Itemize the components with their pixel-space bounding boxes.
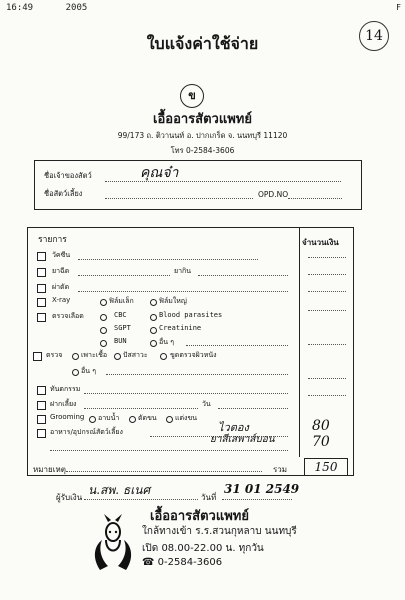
amount-line <box>308 274 346 275</box>
item-film-small: ฟิล์มเล็ก <box>109 297 134 305</box>
item-culture: เพาะเชื้อ <box>81 351 108 359</box>
amount-line <box>308 378 346 379</box>
item-exam: ตรวจ <box>46 351 63 359</box>
item-dip: แต่งขน <box>175 414 198 422</box>
total-label: รวม <box>273 465 288 474</box>
items-header: รายการ <box>38 235 67 245</box>
item-bath: อาบน้ำ <box>98 414 120 422</box>
pet-label: ชื่อสัตว์เลี้ยง <box>44 189 83 198</box>
receipt-date: 31 01 2549 <box>224 482 300 496</box>
item-line <box>84 393 288 394</box>
owner-value: คุณจ๋า <box>140 165 179 181</box>
item-line <box>78 259 258 260</box>
radio-cbc[interactable] <box>100 314 107 321</box>
amount-line <box>308 310 346 311</box>
opd-label: OPD.NO <box>258 190 289 199</box>
fax-year: 2005 <box>65 3 88 13</box>
footer-phone-row <box>142 557 222 568</box>
receiver-label: ผู้รับเงิน <box>56 493 83 502</box>
item-days: วัน <box>202 400 211 408</box>
checkbox-grooming[interactable] <box>37 415 46 424</box>
radio-creatinine[interactable] <box>150 327 157 334</box>
handwritten-amount-2: 70 <box>312 434 330 450</box>
owner-info-box <box>34 160 362 210</box>
item-bun: BUN <box>114 337 127 345</box>
item-vaccine: วัคซีน <box>52 251 71 259</box>
item-grooming: Grooming <box>50 413 85 421</box>
item-other: อื่น ๆ <box>81 367 96 375</box>
handwritten-item-2: ยาสีเสพาส์บอน <box>210 434 275 445</box>
amount-line <box>308 291 346 292</box>
opd-line <box>288 198 342 199</box>
receiver-name: น.สพ. ธเนศ <box>88 483 151 497</box>
radio-urine[interactable] <box>114 353 121 360</box>
owner-label: ชื่อเจ้าของสัตว์ <box>44 171 92 180</box>
item-oral-drug: ยากิน <box>174 267 192 275</box>
clinic-seal-icon: ข <box>180 84 204 108</box>
checkbox-dental[interactable] <box>37 386 46 395</box>
radio-clip[interactable] <box>129 416 136 423</box>
radio-sgpt[interactable] <box>100 327 107 334</box>
radio-bath[interactable] <box>89 416 96 423</box>
item-xray: X-ray <box>52 296 71 304</box>
item-line <box>186 345 288 346</box>
checkbox-boarding[interactable] <box>37 401 46 410</box>
fax-time: 16:49 <box>6 3 34 13</box>
radio-bun[interactable] <box>100 340 107 347</box>
total-value: 150 <box>304 458 348 476</box>
date-label: วันที่ <box>201 493 217 502</box>
clinic-name: เอื้ออารสัตวแพทย์ <box>153 112 252 127</box>
date-line <box>222 499 292 500</box>
item-line <box>78 291 288 292</box>
item-line <box>106 374 288 375</box>
clinic-phone: โทร 0-2584-3606 <box>170 146 235 155</box>
item-clip: ตัดขน <box>138 414 157 422</box>
checkbox-vaccine[interactable] <box>37 252 46 261</box>
item-line <box>198 275 288 276</box>
radio-blood-parasites[interactable] <box>150 314 157 321</box>
fax-timestamp <box>6 3 87 13</box>
amount-line <box>308 344 346 345</box>
remarks-label: หมายเหตุ <box>33 465 66 474</box>
radio-film-large[interactable] <box>150 299 157 306</box>
item-cbc: CBC <box>114 311 127 319</box>
clinic-hands-logo-icon <box>88 510 138 576</box>
checkbox-surgery[interactable] <box>37 284 46 293</box>
radio-other-short[interactable] <box>150 340 157 347</box>
amount-header: จำนวนเงิน <box>302 238 339 247</box>
footer-location: ใกล้ทางเข้า ร.ร.สวนกุหลาบ นนทบุรี <box>142 526 297 537</box>
radio-dip[interactable] <box>166 416 173 423</box>
amount-line <box>308 395 346 396</box>
radio-other[interactable] <box>72 369 79 376</box>
item-skin-scrape: ขูดตรวจผิวหนัง <box>170 351 217 359</box>
handwritten-amount-1: 80 <box>312 418 330 434</box>
item-urine: ปัสสาวะ <box>123 351 148 359</box>
item-film-large: ฟิล์มใหญ่ <box>159 297 187 305</box>
footer-clinic-name: เอื้ออารสัตวแพทย์ <box>150 509 249 524</box>
item-drug: ยาฉีด <box>52 267 70 275</box>
item-line <box>50 450 288 451</box>
item-blood-parasites: Blood parasites <box>159 311 223 319</box>
handwritten-item-1: ไวตอง <box>218 421 249 434</box>
remarks-line <box>66 471 262 472</box>
radio-film-small[interactable] <box>100 299 107 306</box>
item-supplies: อาหาร/อุปกรณ์สัตว์เลี้ยง <box>50 428 123 436</box>
item-line <box>84 408 198 409</box>
document-title: ใบแจ้งค่าใช้จ่าย <box>146 34 259 53</box>
radio-culture[interactable] <box>72 353 79 360</box>
item-line <box>218 408 288 409</box>
item-other-short: อื่น ๆ <box>159 338 174 346</box>
pet-line <box>105 198 253 199</box>
item-blood: ตรวจเลือด <box>52 312 84 320</box>
page-number-circle: 14 <box>359 21 389 51</box>
item-sgpt: SGPT <box>114 324 131 332</box>
checkbox-exam[interactable] <box>33 352 42 361</box>
item-surgery: ผ่าตัด <box>52 283 70 291</box>
corner-mark: F <box>396 3 401 12</box>
footer-phone: 0-2584-3606 <box>157 557 223 568</box>
phone-icon: ☎ <box>142 557 155 568</box>
checkbox-xray[interactable] <box>37 298 46 307</box>
checkbox-blood[interactable] <box>37 313 46 322</box>
item-line <box>78 275 170 276</box>
checkbox-drug[interactable] <box>37 268 46 277</box>
item-dental: ทันตกรรม <box>50 385 81 393</box>
amount-line <box>308 257 346 258</box>
footer-hours: เปิด 08.00-22.00 น. ทุกวัน <box>142 543 264 554</box>
radio-skin-scrape[interactable] <box>160 353 167 360</box>
item-creatinine: Creatinine <box>159 324 202 332</box>
checkbox-supplies[interactable] <box>37 429 46 438</box>
item-boarding: ฝากเลี้ยง <box>50 400 77 408</box>
clinic-address: 99/173 ถ. ติวานนท์ อ. ปากเกร็ด จ. นนทบุรี 11120 <box>117 131 288 140</box>
